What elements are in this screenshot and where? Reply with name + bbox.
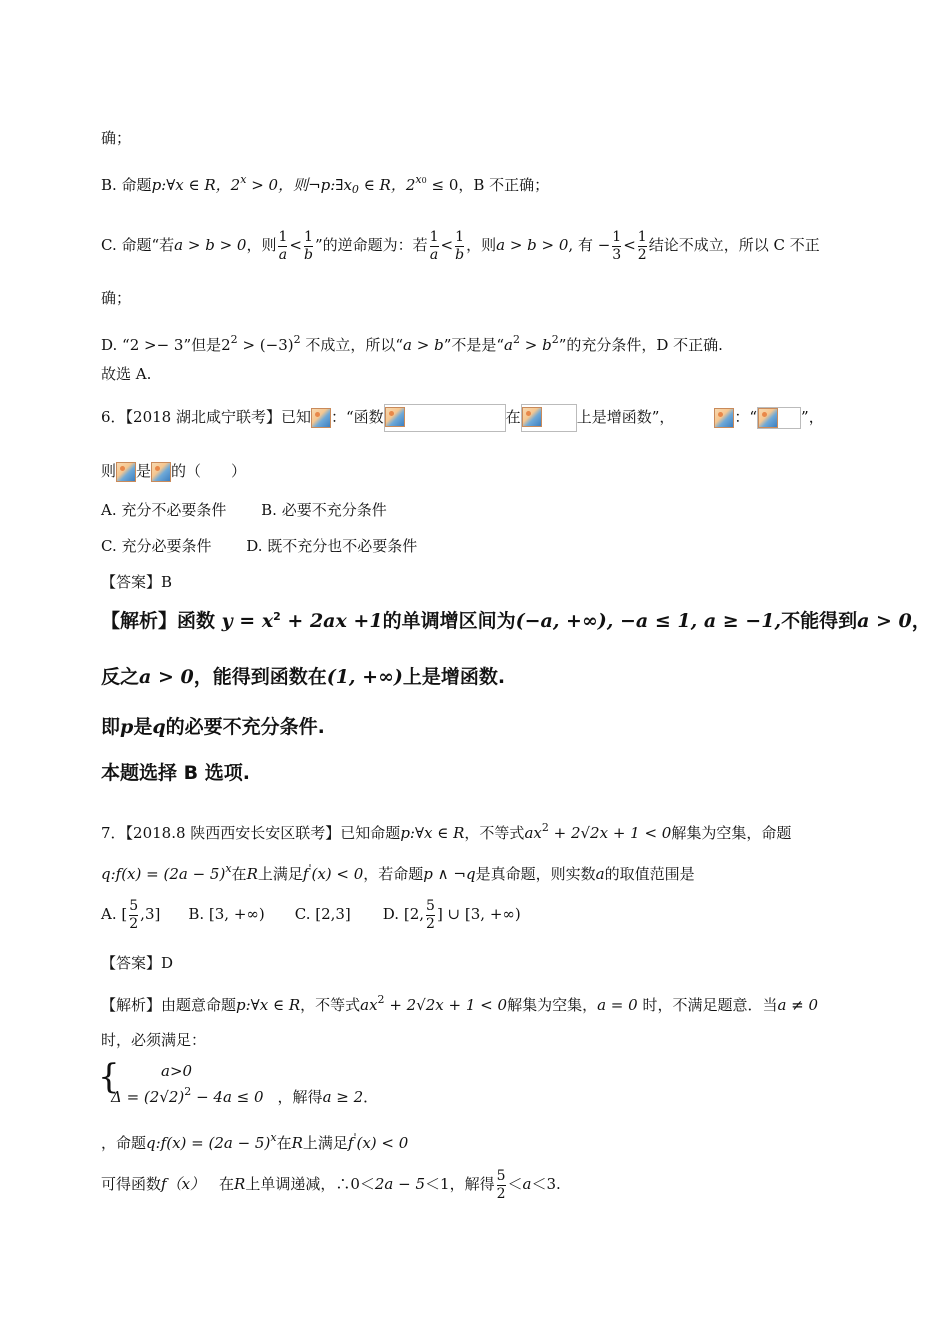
- answer: 【答案】B: [101, 573, 173, 591]
- explanation-line: 【解析】函数 $y = x^2 + 2ax +1$的单调增区间为(−a, +∞), −a ≤ 1, a ≥ −1,不能得到a > 0，: [101, 610, 931, 632]
- option-line: A. [ $\frac{5}{2}$ ,3] B. [3, +∞) C. [2,3] D. [2, $\frac{5}{2}$ ] ∪ [3, +∞): [101, 897, 521, 932]
- option-line: C. 充分必要条件 D. 既不充分也不必要条件: [101, 537, 418, 555]
- formula-image-box: [521, 404, 577, 432]
- explanation-line: 本题选择 B 选项.: [101, 762, 250, 784]
- explanation-line: 【解析】由题意命题p:∀x ∈ R，不等式$ax^2 + 2√2x + 1 < 0$解集为空集，a = 0 时，不满足题意．当a ≠ 0: [101, 993, 819, 1014]
- text-line: 则 是 的（ ）: [101, 462, 247, 480]
- formula-image-icon: [151, 462, 171, 482]
- text-line: D. “2 >− 3”但是$2^2 > (-3)^2$ 不成立，所以“a > b”不是是“$a^2 > b^2$”的充分条件，D 不正确.: [101, 333, 723, 354]
- text-line: C. 命题“若a > b > 0，则 $\frac{1}{a}$ < $\frac{1}{b}$ ”的逆命题为：若 $\frac{1}{a}$ < $\frac{1}{b}$ ，则a > b > 0, 有 − $\frac{1}{3}$ < $\frac{1}{2}$ 结论不成立，所以 C 不正: [101, 228, 820, 263]
- text-line: 确；: [101, 129, 132, 147]
- explanation-line: 即p是q的必要不充分条件.: [101, 716, 325, 738]
- question-7-stem: q:f(x) = $(2a - 5)^x$在R上满足f'(x) < 0，若命题p ∧ ¬q是真命题，则实数a的取值范围是: [101, 862, 695, 883]
- text-line: 确；: [101, 289, 132, 307]
- text-line: 时，必须满足：: [101, 1031, 207, 1049]
- system-row: a>0: [161, 1062, 193, 1080]
- text-line: 故选 A.: [101, 365, 152, 383]
- explanation-line: ，命题q:f(x) = $(2a - 5)^x$在R上满足f'(x) < 0: [101, 1131, 409, 1152]
- explanation-line: 可得函数f（x） 在R上单调递减，∴0＜2a − 5＜1，解得 $\frac{5}{2}$ ＜a＜3.: [101, 1167, 561, 1202]
- formula-image-icon: [385, 407, 405, 427]
- formula-image-icon: [714, 408, 734, 428]
- formula-image-icon: [522, 407, 542, 427]
- answer: 【答案】D: [101, 954, 174, 972]
- question-7-stem: 7．【2018.8 陕西西安长安区联考】已知命题p:∀x ∈ R，不等式$ax^2 + 2√2x + 1 < 0$解集为空集，命题: [101, 821, 792, 842]
- system-brace: {: [98, 1057, 120, 1097]
- explanation-line: 反之a > 0，能得到函数在(1, +∞)上是增函数.: [101, 666, 506, 688]
- question-6-stem: 6．【2018 湖北咸宁联考】已知 ：“函数 在 上是增函数”， ：“ ”，: [101, 402, 824, 432]
- formula-image-box: [757, 407, 801, 429]
- formula-image-box: [384, 404, 506, 432]
- formula-image-icon: [311, 408, 331, 428]
- text-line: B. 命题p:∀x ∈ R，$2^x > 0$，则$\neg p:\exists x_0$ ∈ R，$2^{x0} \le 0$，B 不正确；: [101, 173, 550, 196]
- option-line: A. 充分不必要条件 B. 必要不充分条件: [101, 501, 387, 519]
- formula-image-icon: [758, 408, 778, 428]
- system-row: $\Delta = (2√2)^2 - 4a \le 0$ ，解得a ≥ 2．: [111, 1085, 379, 1106]
- formula-image-icon: [116, 462, 136, 482]
